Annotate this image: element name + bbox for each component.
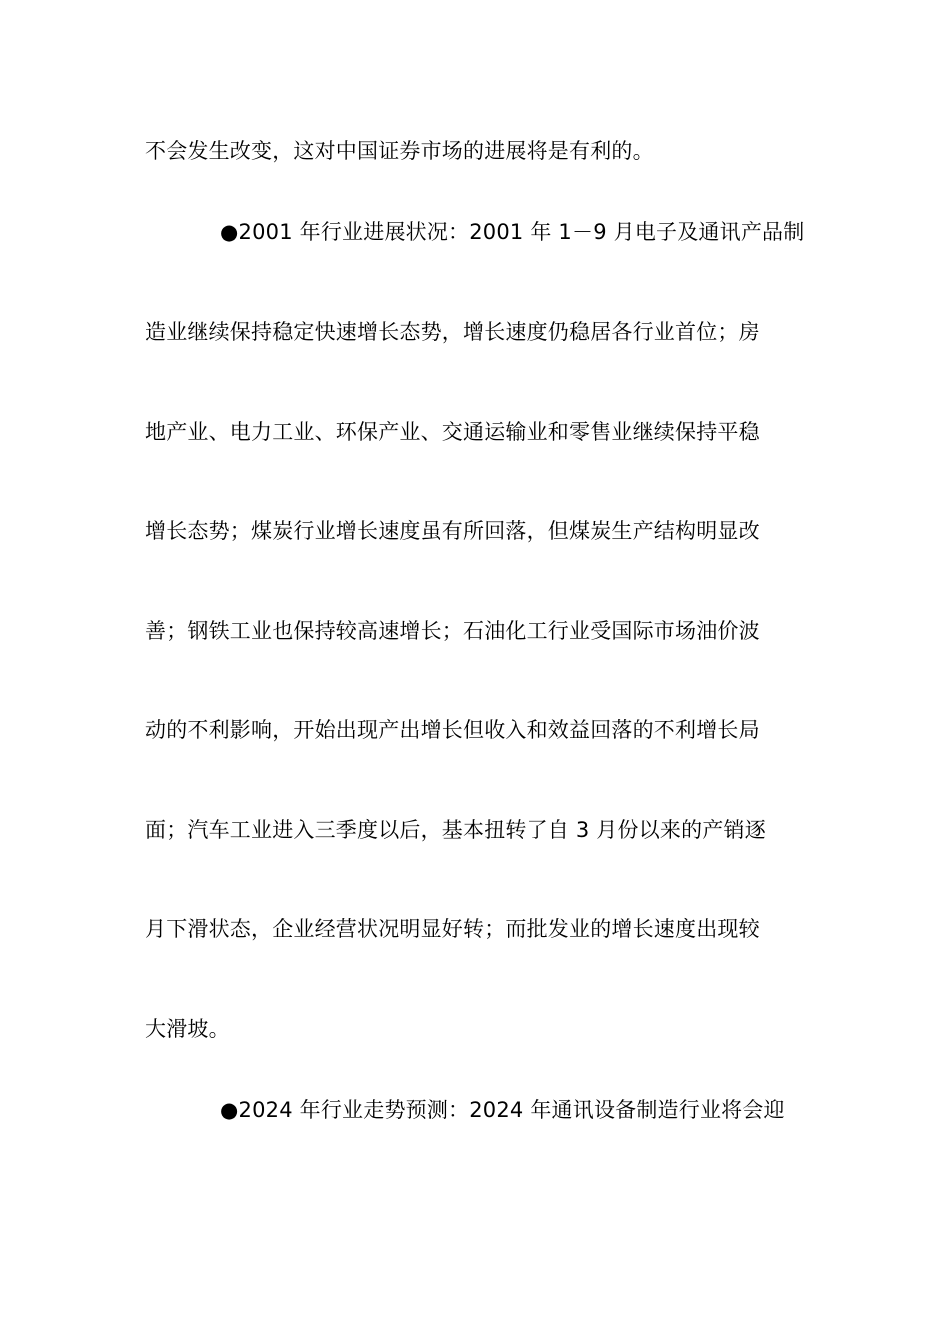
bullet-heading-2024: ●2024 年行业走势预测：2024 年通讯设备制造行业将会迎: [220, 1098, 785, 1122]
paragraph-line: 善；钢铁工业也保持较高速增长；石油化工行业受国际市场油价波: [145, 619, 760, 643]
paragraph-line: 造业继续保持稳定快速增长态势，增长速度仍稳居各行业首位；房: [145, 320, 760, 344]
paragraph-line: 面；汽车工业进入三季度以后，基本扭转了自 3 月份以来的产销逐: [145, 818, 766, 842]
paragraph-line: 地产业、电力工业、环保产业、交通运输业和零售业继续保持平稳: [145, 420, 760, 444]
paragraph-line: 动的不利影响，开始出现产出增长但收入和效益回落的不利增长局: [145, 718, 760, 742]
paragraph-line: 月下滑状态，企业经营状况明显好转；而批发业的增长速度出现较: [145, 917, 760, 941]
bullet-heading-2001: ●2001 年行业进展状况：2001 年 1－9 月电子及通讯产品制: [220, 220, 805, 244]
paragraph-line: 不会发生改变，这对中国证券市场的进展将是有利的。: [145, 139, 654, 163]
paragraph-line: 大滑坡。: [145, 1017, 230, 1041]
paragraph-line: 增长态势；煤炭行业增长速度虽有所回落，但煤炭生产结构明显改: [145, 519, 760, 543]
